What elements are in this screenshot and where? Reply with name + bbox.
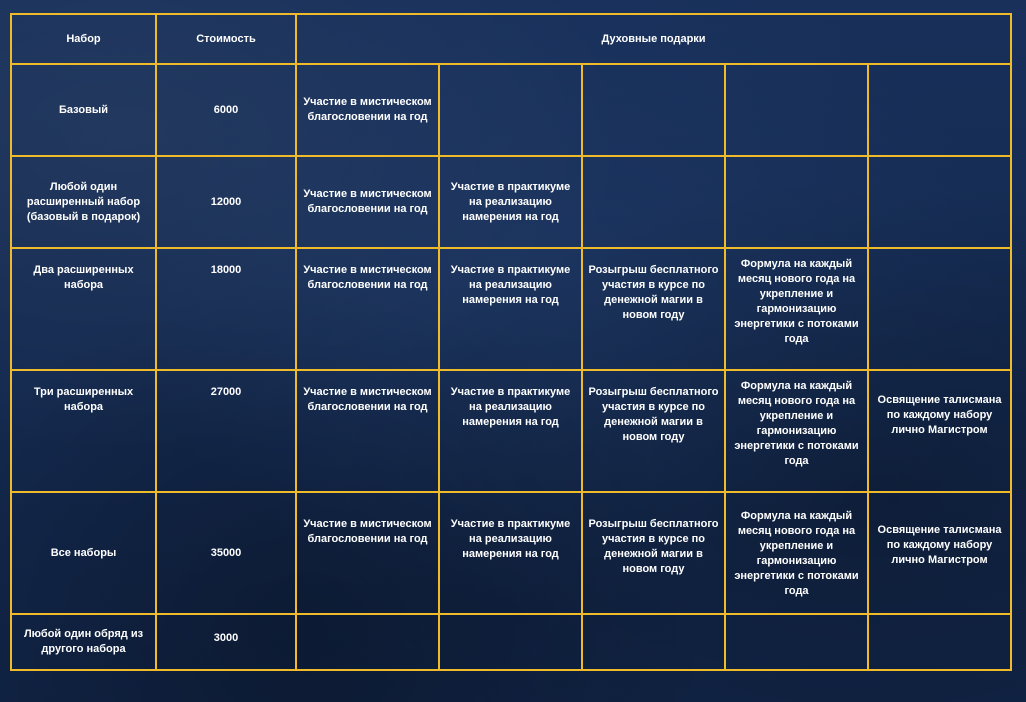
gift-blessing: Участие в мистическом благословении на год	[296, 64, 439, 156]
gift-practicum: Участие в практикуме на реализацию намерения на год	[439, 156, 582, 248]
empty-cell	[868, 614, 1011, 670]
set-price: 35000	[156, 492, 296, 614]
set-price: 6000	[156, 64, 296, 156]
gift-formula: Формула на каждый месяц нового года на укрепление и гармонизацию энергетики с потоками года	[725, 492, 868, 614]
set-name: Все наборы	[11, 492, 156, 614]
gift-raffle: Розыгрыш бесплатного участия в курсе по денежной магии в новом году	[582, 370, 725, 492]
set-name: Любой один обряд из другого набора	[11, 614, 156, 670]
empty-cell	[296, 614, 439, 670]
table-row	[11, 248, 1011, 370]
header-set: Набор	[11, 14, 156, 64]
gift-practicum: Участие в практикуме на реализацию намерения на год	[439, 370, 582, 492]
header-gifts: Духовные подарки	[296, 14, 1011, 64]
gift-talisman: Освящение талисмана по каждому набору лично Магистром	[868, 370, 1011, 492]
empty-cell	[868, 156, 1011, 248]
table-row	[11, 64, 1011, 156]
header-cost: Стоимость	[156, 14, 296, 64]
set-price: 12000	[156, 156, 296, 248]
set-name: Любой один расширенный набор (базовый в подарок)	[11, 156, 156, 248]
empty-cell	[582, 156, 725, 248]
empty-cell	[439, 64, 582, 156]
gift-blessing: Участие в мистическом благословении на год	[296, 156, 439, 248]
set-price: 18000	[156, 248, 296, 370]
gift-practicum: Участие в практикуме на реализацию намерения на год	[439, 492, 582, 614]
set-price: 3000	[156, 614, 296, 670]
header-row	[11, 14, 1011, 64]
gift-blessing: Участие в мистическом благословении на год	[296, 370, 439, 492]
gift-blessing: Участие в мистическом благословении на год	[296, 248, 439, 370]
empty-cell	[439, 614, 582, 670]
table-row	[11, 492, 1011, 614]
empty-cell	[725, 156, 868, 248]
table-row	[11, 614, 1011, 670]
set-name: Базовый	[11, 64, 156, 156]
empty-cell	[868, 64, 1011, 156]
set-price: 27000	[156, 370, 296, 492]
set-name: Два расширенных набора	[11, 248, 156, 370]
empty-cell	[725, 64, 868, 156]
gift-formula: Формула на каждый месяц нового года на укрепление и гармонизацию энергетики с потоками года	[725, 370, 868, 492]
gift-blessing: Участие в мистическом благословении на год	[296, 492, 439, 614]
table-row	[11, 156, 1011, 248]
empty-cell	[582, 614, 725, 670]
set-name: Три расширенных набора	[11, 370, 156, 492]
gift-raffle: Розыгрыш бесплатного участия в курсе по денежной магии в новом году	[582, 248, 725, 370]
table-row	[11, 370, 1011, 492]
empty-cell	[725, 614, 868, 670]
empty-cell	[582, 64, 725, 156]
price-table	[10, 13, 1012, 671]
empty-cell	[868, 248, 1011, 370]
gift-talisman: Освящение талисмана по каждому набору лично Магистром	[868, 492, 1011, 614]
gift-raffle: Розыгрыш бесплатного участия в курсе по денежной магии в новом году	[582, 492, 725, 614]
gift-formula: Формула на каждый месяц нового года на укрепление и гармонизацию энергетики с потоками года	[725, 248, 868, 370]
gift-practicum: Участие в практикуме на реализацию намерения на год	[439, 248, 582, 370]
